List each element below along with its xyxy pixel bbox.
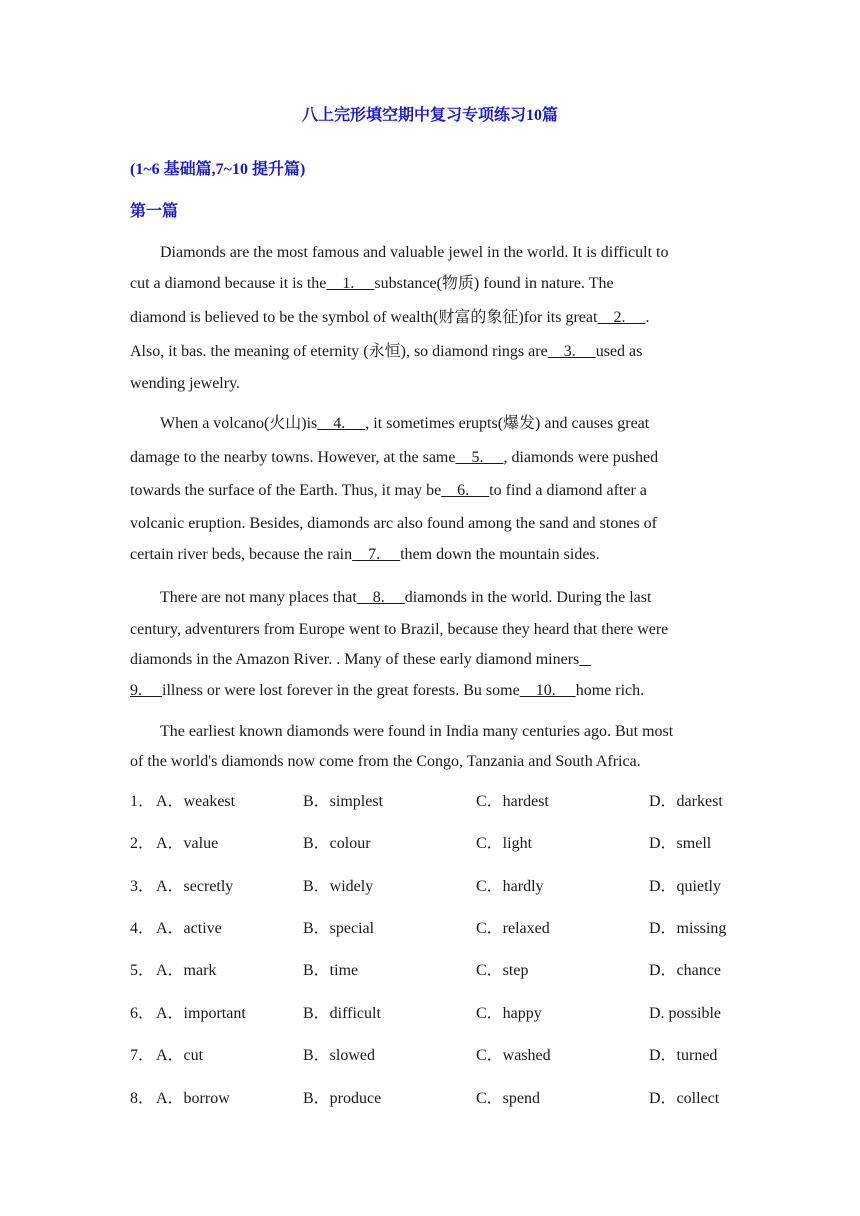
option-a[interactable]: A．weakest [156,793,236,810]
answer-blank[interactable] [579,651,591,668]
option-a[interactable]: A．cut [156,1047,204,1064]
answer-blank[interactable]: 2. [597,309,646,326]
option-b[interactable]: B．difficult [303,1005,381,1022]
question-row [130,832,740,856]
option-c[interactable]: C．light [476,835,533,852]
option-b[interactable]: B．special [303,920,375,937]
passage-text: them down the mountain sides. [400,546,600,563]
answer-blank[interactable]: 4. [317,415,366,432]
question-row [130,875,740,899]
passage-text: home rich. [575,682,645,699]
option-a[interactable]: A．important [156,1005,246,1022]
option-a[interactable]: A．active [156,920,222,937]
answer-blank[interactable]: 6. [441,482,490,499]
option-b[interactable]: B．colour [303,835,371,852]
passage-text: diamonds in the world. During the last [404,589,652,606]
option-d[interactable]: D．collect [649,1090,720,1107]
passage-line [130,750,740,774]
option-b[interactable]: B．simplest [303,793,384,810]
question-row [130,1087,740,1111]
answer-blank[interactable]: 3. [547,343,596,360]
option-a[interactable]: A．mark [156,962,217,979]
passage-text: diamond is believed to be the symbol of wealth(财富的象征)for its great [130,309,598,326]
passage-text: certain river beds, because the rain [130,546,353,563]
option-d[interactable]: D．quietly [649,878,721,895]
answer-blank[interactable]: 9. [130,682,162,699]
passage-text: When a volcano(火山)is [160,415,318,432]
question-number: 4． [130,920,155,937]
option-c[interactable]: C．hardly [476,878,544,895]
option-c[interactable]: C．happy [476,1005,542,1022]
answer-blank[interactable]: 8. [356,589,405,606]
option-a[interactable]: A．value [156,835,219,852]
passage-line [130,372,740,396]
question-number: 6． [130,1005,155,1022]
passage-text: Diamonds are the most famous and valuable jewel in the world. It is difficult to [160,244,669,261]
option-c[interactable]: C．washed [476,1047,551,1064]
section-heading: 第一篇 [130,203,179,220]
passage-text: century, adventurers from Europe went to Brazil, because they heard that there were [130,621,669,638]
answer-blank[interactable]: 1. [326,275,375,292]
passage-line [130,618,740,642]
passage-line [160,720,770,744]
passage-text: . [645,309,650,326]
passage-text: substance(物质) found in nature. The [374,275,614,292]
passage-line [130,648,740,672]
passage-text: to find a diamond after a [489,482,647,499]
option-a[interactable]: A．secretly [156,878,234,895]
passage-line [130,306,740,330]
question-number: 5． [130,962,155,979]
subtitle: (1~6 基础篇,7~10 提升篇) [130,161,306,178]
passage-text: There are not many places that [160,589,357,606]
question-number: 3． [130,878,155,895]
option-b[interactable]: B．produce [303,1090,382,1107]
option-d[interactable]: D．turned [649,1047,718,1064]
passage-text: The earliest known diamonds were found in India many centuries ago. But most [160,723,674,740]
passage-text: wending jewelry. [130,375,241,392]
option-b[interactable]: B．time [303,962,359,979]
answer-blank[interactable]: 5. [455,449,504,466]
option-c[interactable]: C．hardest [476,793,549,810]
passage-text: diamonds in the Amazon River. . Many of these early diamond miners [130,651,580,668]
passage-line [130,272,740,296]
question-row [130,790,740,814]
passage-text: towards the surface of the Earth. Thus, it may be [130,482,442,499]
passage-text: , it sometimes erupts(爆发) and causes great [365,415,650,432]
passage-text: volcanic eruption. Besides, diamonds arc also found among the sand and stones of [130,515,657,532]
answer-blank[interactable]: 7. [352,546,401,563]
option-b[interactable]: B．widely [303,878,374,895]
question-row [130,1044,740,1068]
option-d[interactable]: D. possible [649,1005,721,1022]
passage-text: cut a diamond because it is the [130,275,327,292]
option-c[interactable]: C．spend [476,1090,541,1107]
question-number: 7． [130,1047,155,1064]
question-row [130,1002,740,1026]
passage-line [130,512,740,536]
passage-line [130,543,740,567]
question-number: 8． [130,1090,155,1107]
option-b[interactable]: B．slowed [303,1047,376,1064]
passage-line [130,679,740,703]
question-number: 1． [130,793,155,810]
passage-text: Also, it bas. the meaning of eternity (永恒), so diamond rings are [130,343,548,360]
option-a[interactable]: A．borrow [156,1090,230,1107]
passage-line [130,446,740,470]
option-c[interactable]: C．relaxed [476,920,550,937]
document-title: 八上完形填空期中复习专项练习10篇 [301,107,558,124]
question-row [130,959,740,983]
passage-text: used as [595,343,643,360]
option-d[interactable]: D．darkest [649,793,723,810]
passage-line [160,412,770,436]
passage-line [130,340,740,364]
passage-line [160,241,770,265]
answer-blank[interactable]: 10. [519,682,576,699]
option-d[interactable]: D．missing [649,920,727,937]
question-row [130,917,740,941]
passage-text: illness or were lost forever in the great forests. Bu some [162,682,520,699]
option-c[interactable]: C．step [476,962,529,979]
passage-line [160,586,770,610]
passage-text: of the world's diamonds now come from the Congo, Tanzania and South Africa. [130,753,641,770]
passage-text: damage to the nearby towns. However, at the same [130,449,456,466]
question-number: 2． [130,835,155,852]
option-d[interactable]: D．smell [649,835,712,852]
passage-text: , diamonds were pushed [503,449,659,466]
option-d[interactable]: D．chance [649,962,721,979]
passage-line [130,479,740,503]
